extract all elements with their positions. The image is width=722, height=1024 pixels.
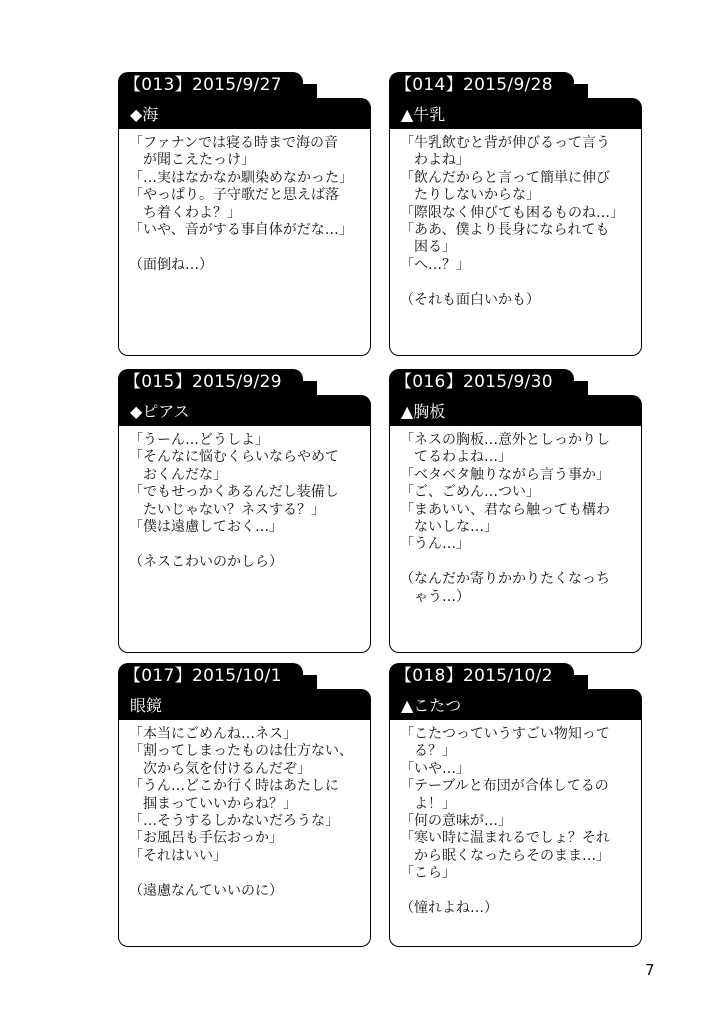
blank-line [129, 865, 366, 882]
entry-header: 【016】2015/9/30 [389, 369, 574, 395]
dialogue-line: 「やっぱり。子守歌だと思えば落 [129, 187, 339, 204]
dialogue-line: から眠くなったらそのまま…」 [400, 847, 610, 864]
entry-header: 【017】2015/10/1 [118, 663, 303, 689]
dialogue-line: 「寒い時に温まれるでしょ？それ [400, 830, 610, 847]
dialogue-line: 困る」 [400, 239, 456, 256]
monologue-line: （なんだか寄りかかりたくなっち [400, 571, 610, 588]
entry-body [389, 720, 642, 947]
dialogue-line: 「こたつっていうすごい物知って [400, 726, 610, 742]
monologue-line: （それも面白いかも） [400, 291, 540, 308]
dialogue-line: 「僕は遠慮しておく…」 [129, 519, 283, 536]
dialogue-line: 「ベタベタ触りながら言う事か」 [400, 466, 610, 483]
dialogue-line: 「こら」 [400, 865, 456, 882]
entry-topic: 眼鏡 [118, 689, 371, 722]
dialogue-line: 「それはいい」 [129, 847, 227, 864]
dialogue-line: 「うん…」 [400, 536, 470, 553]
blank-line [400, 554, 637, 571]
dialogue-line: 「お風呂も手伝おっか」 [129, 830, 283, 847]
dialogue-line: 「そんなに悩むくらいならやめて [129, 449, 339, 466]
dialogue-line: 「…実はなかなか馴染めなかった」 [129, 169, 353, 186]
dialogue-line: 「…そうするしかないだろうな」 [129, 813, 339, 830]
entry-topic: ▲胸板 [389, 395, 642, 428]
dialogue-line: たりしないからな」 [400, 187, 540, 204]
monologue-line: ゃう…） [400, 588, 470, 605]
dialogue-line: 「うーん…どうしよ」 [129, 432, 269, 448]
entry-header: 【014】2015/9/28 [389, 72, 574, 98]
dialogue-line: 「まあいい、君なら触っても構わ [400, 501, 610, 518]
dialogue-line: 「いや…」 [400, 760, 470, 777]
dialogue-line: 掴まっていいからね？」 [129, 795, 297, 812]
page-number: 7 [645, 961, 655, 979]
dialogue-line: が聞こえたっけ」 [129, 152, 255, 169]
entry-body [118, 129, 371, 356]
dialogue-line: ち着くわよ？」 [129, 204, 241, 221]
dialogue-line: 「テーブルと布団が合体してるの [400, 778, 609, 795]
dialogue-line: 「でもせっかくあるんだし装備し [129, 484, 339, 501]
dialogue-line: 「ご、ごめん…つい」 [400, 484, 540, 501]
dialogue-line: る？」 [400, 743, 456, 760]
blank-line [400, 274, 637, 291]
dialogue-line: 「ネスの胸板…意外としっかりし [400, 432, 610, 448]
entry-topic: ◆海 [118, 98, 371, 131]
entry-header: 【015】2015/9/29 [118, 369, 303, 395]
monologue-line: （ネスこわいのかしら） [129, 553, 283, 570]
dialogue-line: 「いや、音がする事自体がだな…」 [129, 222, 353, 239]
dialogue-line: 「割ってしまったものは仕方ない、 [129, 743, 353, 760]
dialogue-line: わよね」 [400, 152, 470, 169]
dialogue-line: 「牛乳飲むと背が伸びるって言う [400, 135, 610, 151]
entry-topic: ◆ピアス [118, 395, 371, 428]
dialogue-line: 「本当にごめんね…ネス」 [129, 726, 297, 742]
monologue-line: （憧れよね…） [400, 900, 498, 917]
blank-line [129, 239, 366, 256]
monologue-line: （面倒ね…） [129, 256, 213, 273]
entry-body [389, 129, 642, 356]
dialogue-line: 「ファナンでは寝る時まで海の音 [129, 135, 339, 151]
entry-body [118, 426, 371, 653]
blank-line [129, 536, 366, 553]
dialogue-line: てるわよね…」 [400, 449, 512, 466]
dialogue-line: よ！」 [400, 795, 456, 812]
dialogue-line: たいじゃない？ネスする？」 [129, 501, 325, 518]
dialogue-line: 「ああ、僕より長身になられても [400, 222, 610, 239]
dialogue-line: 「飲んだからと言って簡単に伸び [400, 169, 610, 186]
dialogue-line: おくんだな」 [129, 466, 227, 483]
dialogue-line: 「何の意味が…」 [400, 813, 512, 830]
dialogue-line: 次から気を付けるんだぞ」 [129, 760, 311, 777]
entry-topic: ▲牛乳 [389, 98, 642, 131]
dialogue-line: ないしな…」 [400, 519, 498, 536]
entry-body [389, 426, 642, 653]
dialogue-line: 「うん…どこか行く時はあたしに [129, 778, 339, 795]
dialogue-line: 「へ…？」 [400, 256, 470, 273]
monologue-line: （遠慮なんていいのに） [129, 882, 283, 899]
entry-header: 【018】2015/10/2 [389, 663, 574, 689]
entry-body [118, 720, 371, 947]
entry-topic: ▲こたつ [389, 689, 642, 722]
entry-header: 【013】2015/9/27 [118, 72, 303, 98]
dialogue-line: 「際限なく伸びても困るものね…」 [400, 204, 624, 221]
blank-line [400, 883, 637, 900]
